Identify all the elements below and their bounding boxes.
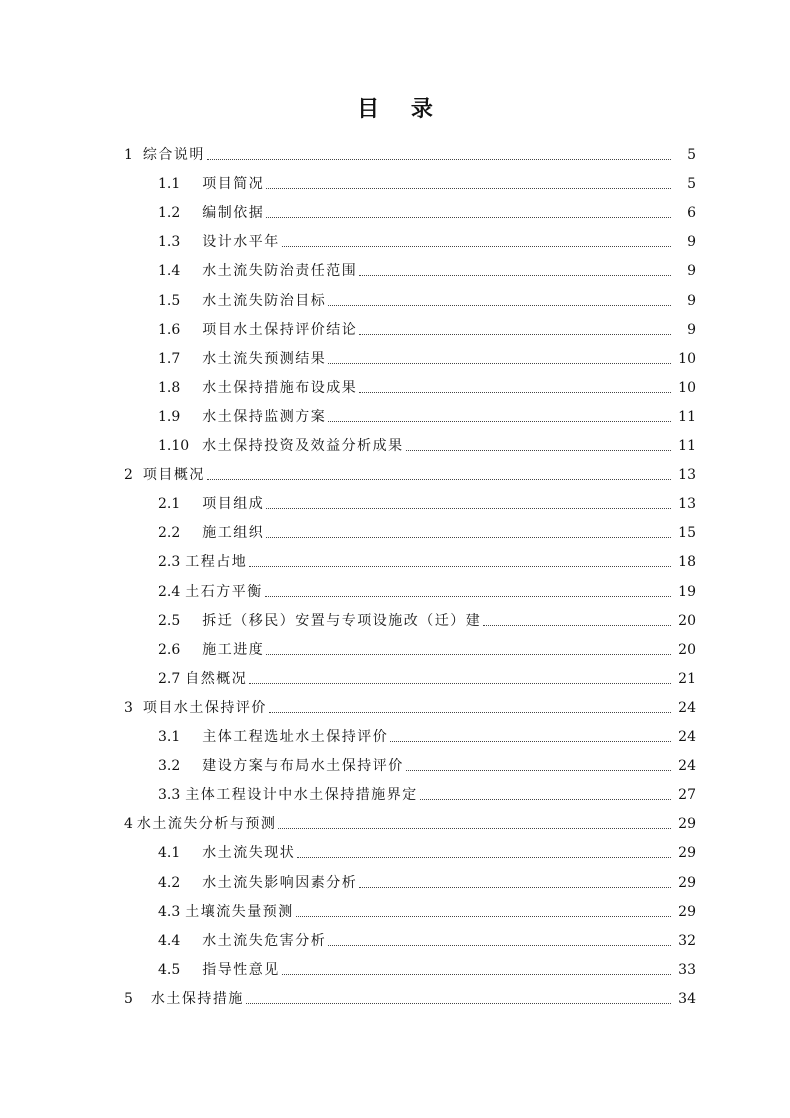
toc-entry-label: 编制依据: [202, 205, 265, 222]
toc-entry[interactable]: [0, 456, 790, 484]
toc-entry-page-number: 33: [678, 961, 696, 978]
dot-leader: [269, 712, 671, 713]
dot-leader: [483, 625, 671, 626]
toc-entry-number: 2.6: [158, 641, 181, 658]
toc-entry-label: 水土流失危害分析: [202, 932, 327, 949]
toc-entry-number: 4.1: [158, 845, 181, 862]
toc-entry-number: 1.6: [158, 321, 181, 338]
toc-entry-label: 水土流失影响因素分析: [202, 874, 358, 891]
toc-entry-number: 1.4: [158, 263, 181, 280]
dot-leader: [328, 945, 671, 946]
toc-entry[interactable]: [0, 485, 790, 513]
dot-leader: [265, 596, 671, 597]
dot-leader: [359, 392, 671, 393]
toc-entry-page-number: 5: [687, 176, 696, 193]
toc-entry-page-number: 29: [678, 903, 696, 920]
toc-entry[interactable]: [0, 893, 790, 921]
toc-entry[interactable]: [0, 573, 790, 601]
toc-entry-label: 拆迁（移民）安置与专项设施改（迁）建: [202, 612, 482, 629]
dot-leader: [249, 566, 671, 567]
toc-entry-number: 2: [124, 467, 133, 484]
toc-entry-number: 5: [124, 990, 133, 1007]
toc-entry[interactable]: [0, 398, 790, 426]
toc-entry-label: 水土保持措施布设成果: [202, 379, 358, 396]
toc-entry-page-number: 13: [678, 467, 696, 484]
toc-entry-page-number: 10: [678, 379, 696, 396]
dot-leader: [328, 363, 671, 364]
toc-entry[interactable]: [0, 776, 790, 804]
toc-entry-number: 4.4: [158, 932, 181, 949]
toc-entry-label: 项目简况: [202, 176, 265, 193]
toc-entry-label: 指导性意见: [202, 961, 280, 978]
toc-entry-number: 1.10: [158, 438, 190, 454]
toc-entry-number: 1.2: [158, 205, 181, 222]
toc-entry-page-number: 11: [678, 408, 696, 425]
dot-leader: [420, 799, 671, 800]
toc-entry-page-number: 9: [687, 292, 696, 309]
toc-entry-page-number: 29: [678, 874, 696, 891]
toc-entry-number: 1.7: [158, 350, 181, 367]
toc-entry-label: 水土流失防治责任范围: [202, 263, 358, 280]
toc-entry[interactable]: [0, 805, 790, 833]
dot-leader: [296, 916, 671, 917]
toc-entry-number: 4.2: [158, 874, 181, 891]
toc-entry[interactable]: [0, 543, 790, 571]
toc-entry[interactable]: [0, 340, 790, 368]
dot-leader: [266, 188, 671, 189]
toc-entry-label: 土石方平衡: [185, 583, 263, 600]
toc-entry[interactable]: [0, 602, 790, 630]
dot-leader: [266, 537, 671, 538]
toc-entry-page-number: 27: [678, 787, 696, 804]
toc-entry-label: 工程占地: [185, 554, 248, 571]
toc-entry-page-number: 19: [678, 583, 696, 600]
toc-entry-page-number: 24: [678, 699, 696, 716]
toc-entry-label: 水土流失预测结果: [202, 350, 327, 367]
toc-entry-page-number: 34: [678, 990, 696, 1007]
toc-entry-page-number: 24: [678, 729, 696, 745]
toc-entry-page-number: 20: [678, 612, 696, 629]
dot-leader: [328, 421, 671, 422]
toc-entry[interactable]: [0, 514, 790, 542]
toc-entry[interactable]: [0, 252, 790, 280]
dot-leader: [359, 334, 671, 335]
toc-entry[interactable]: [0, 311, 790, 339]
dot-leader: [390, 741, 671, 742]
toc-entry[interactable]: [0, 194, 790, 222]
dot-leader: [278, 828, 671, 829]
dot-leader: [266, 508, 671, 509]
toc-entry[interactable]: [0, 951, 790, 979]
toc-entry[interactable]: [0, 864, 790, 892]
toc-entry[interactable]: [0, 631, 790, 659]
toc-entry-label: 水土保持措施: [150, 990, 244, 1007]
toc-entry[interactable]: [0, 718, 790, 746]
toc-entry-page-number: 5: [687, 147, 696, 163]
toc-entry-label: 施工组织: [202, 525, 265, 542]
toc-entry-number: 3.1: [158, 729, 181, 745]
toc-entry-number: 2.1: [158, 496, 181, 513]
toc-entry-page-number: 6: [687, 205, 696, 222]
toc-entry-label: 项目组成: [202, 496, 265, 513]
dot-leader: [207, 479, 671, 480]
toc-entry[interactable]: [0, 427, 790, 455]
toc-entry-label: 主体工程选址水土保持评价: [202, 729, 389, 745]
toc-entry-number: 1.1: [158, 176, 181, 193]
toc-entry-page-number: 9: [687, 321, 696, 338]
toc-entry-number: 2.2: [158, 525, 181, 542]
dot-leader: [359, 887, 671, 888]
toc-entry-number: 1.5: [158, 292, 181, 309]
toc-entry-page-number: 20: [678, 641, 696, 658]
toc-entry[interactable]: [0, 369, 790, 397]
toc-entry-number: 2.4: [158, 583, 181, 600]
toc-entry-label: 建设方案与布局水土保持评价: [202, 758, 404, 775]
toc-entry-number: 2.5: [158, 612, 181, 629]
toc-entry-label: 水土流失分析与预测: [136, 816, 277, 833]
dot-leader: [249, 683, 671, 684]
toc-entry-number: 3: [124, 699, 133, 716]
dot-leader: [266, 654, 671, 655]
toc-entry-number: 3.3: [158, 787, 181, 804]
dot-leader: [266, 217, 671, 218]
toc-entry-number: 1.9: [158, 408, 181, 425]
toc-entry[interactable]: [0, 980, 790, 1008]
toc-entry-page-number: 24: [678, 758, 696, 775]
toc-entry[interactable]: [0, 834, 790, 862]
toc-entry-number: 2.7: [158, 670, 181, 687]
toc-entry-label: 土壤流失量预测: [185, 903, 294, 920]
toc-entry-label: 自然概况: [185, 670, 248, 687]
toc-entry-number: 1.8: [158, 379, 181, 396]
toc-entry[interactable]: [0, 689, 790, 717]
toc-entry-label: 水土流失现状: [202, 845, 296, 862]
toc-entry-label: 项目水土保持评价: [142, 699, 267, 716]
toc-entry-page-number: 29: [678, 816, 696, 833]
toc-entry-label: 项目水土保持评价结论: [202, 321, 358, 338]
toc-entry-page-number: 9: [687, 234, 696, 251]
toc-entry-label: 设计水平年: [202, 234, 280, 251]
toc-entry[interactable]: [0, 282, 790, 310]
dot-leader: [246, 1003, 671, 1004]
toc-entry-page-number: 10: [678, 350, 696, 367]
page-title: 目 录: [357, 96, 445, 122]
toc-entry-label: 水土保持监测方案: [202, 408, 327, 425]
toc-entry-page-number: 13: [678, 496, 696, 513]
toc-entry-page-number: 15: [678, 525, 696, 542]
dot-leader: [297, 857, 671, 858]
toc-entry[interactable]: [0, 136, 790, 164]
toc-entry[interactable]: [0, 747, 790, 775]
toc-entry-page-number: 11: [678, 438, 696, 454]
toc-entry-number: 4.3: [158, 903, 181, 920]
dot-leader: [282, 974, 671, 975]
toc-entry-number: 1.3: [158, 234, 181, 251]
toc-entry-label: 水土保持投资及效益分析成果: [202, 438, 404, 454]
toc-entry[interactable]: [0, 922, 790, 950]
toc-entry-page-number: 18: [678, 554, 696, 571]
dot-leader: [328, 305, 671, 306]
toc-entry-page-number: 32: [678, 932, 696, 949]
toc-entry[interactable]: [0, 223, 790, 251]
dot-leader: [406, 450, 671, 451]
dot-leader: [207, 159, 671, 160]
toc-entry-label: 项目概况: [142, 467, 205, 484]
dot-leader: [359, 275, 671, 276]
toc-entry[interactable]: [0, 165, 790, 193]
toc-entry-number: 3.2: [158, 758, 181, 775]
toc-entry-label: 主体工程设计中水土保持措施界定: [185, 787, 418, 804]
toc-entry-page-number: 29: [678, 845, 696, 862]
toc-entry-page-number: 21: [678, 670, 696, 687]
toc-entry-label: 水土流失防治目标: [202, 292, 327, 309]
toc-entry-number: 4: [124, 816, 133, 833]
dot-leader: [406, 770, 671, 771]
toc-entry-number: 4.5: [158, 961, 181, 978]
toc-entry[interactable]: [0, 660, 790, 688]
toc-entry-number: 1: [124, 147, 133, 163]
toc-entry-label: 施工进度: [202, 641, 265, 658]
toc-entry-number: 2.3: [158, 554, 181, 571]
toc-entry-page-number: 9: [687, 263, 696, 280]
toc-entry-label: 综合说明: [142, 147, 205, 163]
dot-leader: [282, 246, 671, 247]
